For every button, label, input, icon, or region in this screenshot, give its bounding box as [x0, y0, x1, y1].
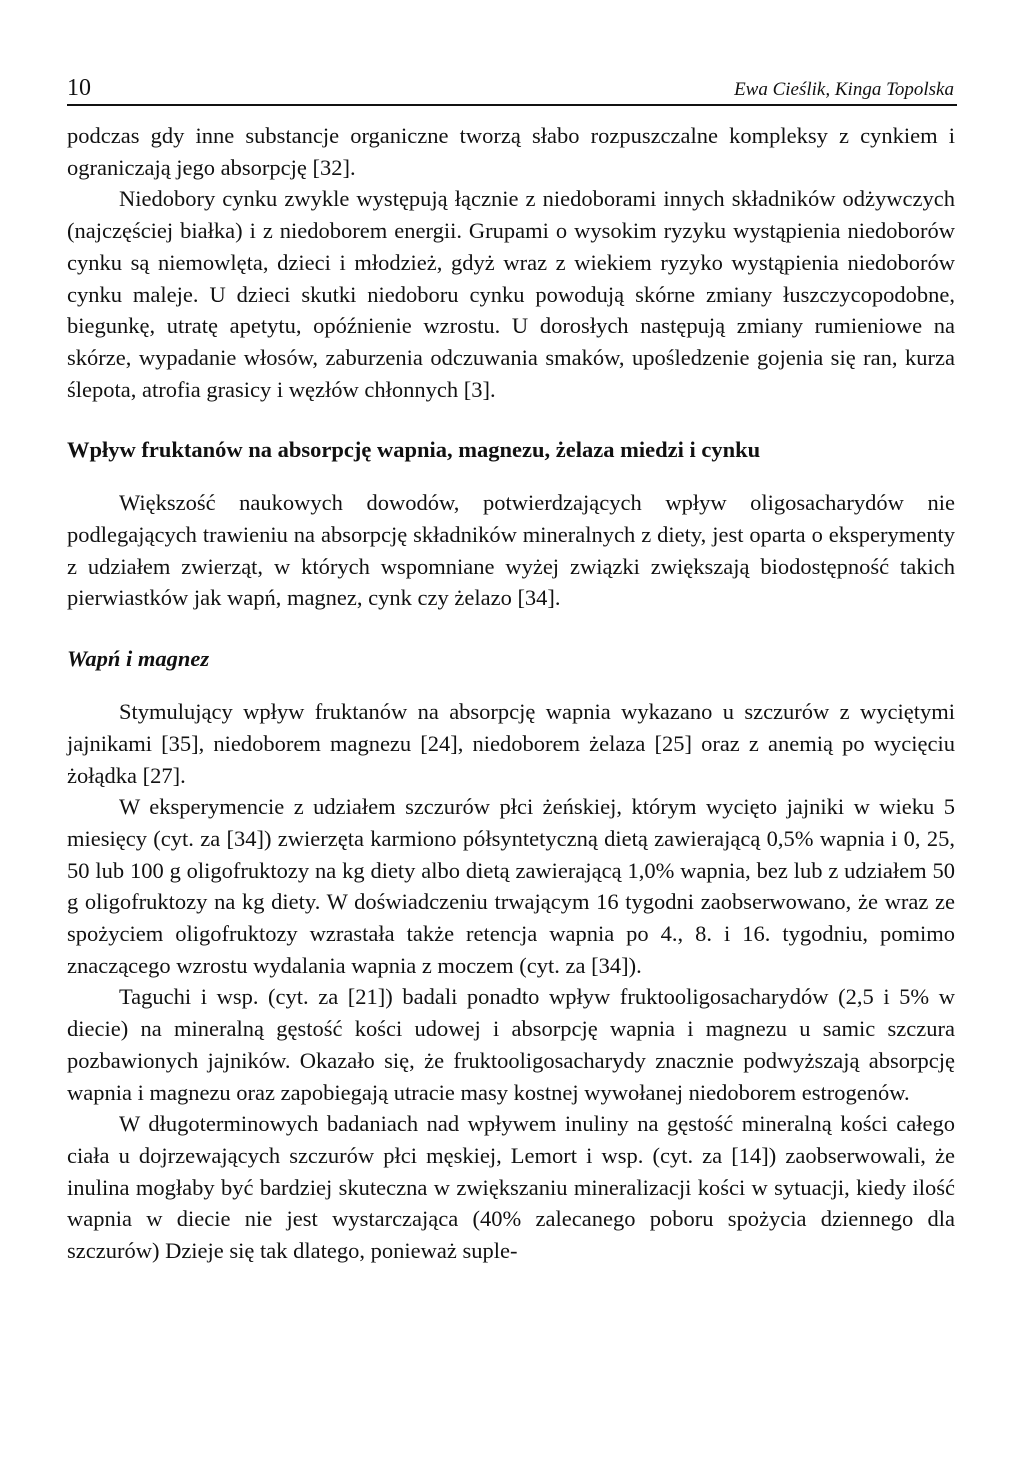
subsection-heading-calcium-magnesium: Wapń i magnez [67, 646, 210, 672]
page-number: 10 [67, 75, 91, 101]
page-header [67, 76, 957, 106]
article-body [67, 120, 955, 1267]
section-heading-fructans: Wpływ fruktanów na absorpcję wapnia, magnezu, żelaza miedzi i cynku [67, 437, 761, 463]
paragraph-taguchi: Taguchi i wsp. (cyt. za [21]) badali ponadto wpływ fruktooligosacharydów (2,5 i 5% w diecie) na mineralną gęstość kości udowej i absorpcję wapnia i magnezu u samic szczura pozbawionych jajników. Okazało się, że fruktooligosacharydy znacznie podwyższają absorpcję wapnia i magnezu oraz zapobiegają utracie masy kostnej wywołanej niedoborem estrogenów. [67, 984, 955, 1105]
paragraph-continuation: podczas gdy inne substancje organiczne tworzą słabo rozpuszczalne kompleksy z cynkiem i ograniczają jego absorpcję [32]. [67, 123, 955, 180]
running-head-authors: Ewa Cieślik, Kinga Topolska [734, 79, 954, 100]
paragraph-zinc-deficiency: Niedobory cynku zwykle występują łącznie z niedoborami innych składników odżywczych (najczęściej białka) i z niedoborem energii. Grupami o wysokim ryzyku wystąpienia niedoborów cynku są niemowlęta, dzieci i młodzież, gdyż wraz z wiekiem ryzyko wystąpienia niedoborów cynku maleje. U dzieci skutki niedoboru cynku powodują skórne zmiany łuszczycopodobne, biegunkę, utratę apetytu, opóźnienie wzrostu. U dorosłych następują zmiany rumieniowe na skórze, wypadanie włosów, zaburzenia odczuwania smaków, upośledzenie gojenia się ran, kurza ślepota, atrofia grasicy i węzłów chłonnych [3]. [67, 186, 955, 402]
paragraph-evidence: Większość naukowych dowodów, potwierdzających wpływ oligosacharydów nie podlegających trawieniu na absorpcję składników mineralnych z diety, jest oparta o eksperymenty z udziałem zwierząt, w których wspomniane wyżej związki zwiększają biodostępność takich pierwiastków jak wapń, magnez, cynk czy żelazo [34]. [67, 490, 955, 611]
paragraph-stimulating-effect: Stymulujący wpływ fruktanów na absorpcję wapnia wykazano u szczurów z wyciętymi jajnikami [35], niedoborem magnezu [24], niedoborem żelaza [25] oraz z anemią po wycięciu żołądka [27]. [67, 699, 955, 788]
paragraph-inulin-longterm: W długoterminowych badaniach nad wpływem inuliny na gęstość mineralną kości całego ciała u dojrzewających szczurów płci męskiej, Lemort i wsp. (cyt. za [14]) zaobserwowali, że inulina mogłaby być bardziej skuteczna w zwiększaniu mineralizacji kości w sytuacji, kiedy ilość wapnia w diecie nie jest wystarczająca (40% zalecanego poboru spożycia dziennego dla szczurów) Dzieje się tak dlatego, ponieważ suple- [67, 1111, 955, 1264]
paragraph-experiment-females: W eksperymencie z udziałem szczurów płci żeńskiej, którym wycięto jajniki w wieku 5 miesięcy (cyt. za [34]) zwierzęta karmiono półsyntetyczną dietą zawierającą 0,5% wapnia i 0, 25, 50 lub 100 g oligofruktozy na kg diety albo dietą zawierającą 1,0% wapnia, bez lub z udziałem 50 g oligofruktozy na kg diety. W doświadczeniu trwającym 16 tygodni zaobserwowano, że wraz ze spożyciem oligofruktozy wzrastała także retencja wapnia po 4., 8. i 16. tygodniu, pomimo znaczącego wzrostu wydalania wapnia z moczem (cyt. za [34]). [67, 794, 955, 978]
